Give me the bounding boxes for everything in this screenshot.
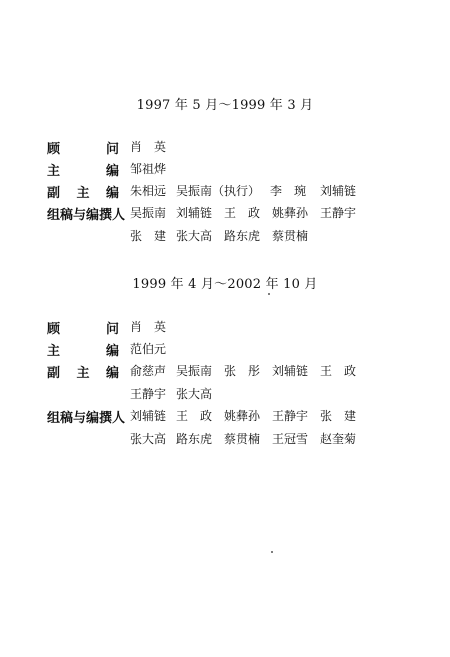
person-name: 王 政 <box>320 364 357 378</box>
credit-row <box>0 204 450 224</box>
credit-row <box>0 340 450 360</box>
person-name: 俞慈声 <box>130 364 167 378</box>
person-name: 刘辅链 <box>176 206 213 220</box>
person-name: 王静宇 <box>130 387 167 401</box>
role-label: 组稿与编撰人 <box>47 411 126 426</box>
role-label <box>47 340 119 359</box>
person-name: 吴振南（执行） <box>176 184 261 198</box>
role-label: 组稿与编撰人 <box>47 208 126 223</box>
role-label <box>47 138 119 157</box>
period1-title: 1997 年 5 月～1999 年 3 月 <box>136 98 314 113</box>
role-char: 主 <box>47 164 61 179</box>
person-name: 范伯元 <box>130 342 167 356</box>
person-name: 张大高 <box>176 229 213 243</box>
person-name: 朱相远 <box>130 184 167 198</box>
person-name: 张 建 <box>130 229 167 243</box>
person-name: 路东虎 <box>176 432 213 446</box>
person-name: 邹祖烨 <box>130 162 167 176</box>
person-name: 张 彤 <box>224 364 261 378</box>
credit-row <box>0 407 450 427</box>
credit-row <box>0 385 450 405</box>
person-name: 张大高 <box>176 387 213 401</box>
role-char: 编 <box>105 164 119 179</box>
person-name: 刘辅链 <box>320 184 357 198</box>
person-name: 肖 英 <box>130 140 167 154</box>
period2-title: 1999 年 4 月～2002 年 10 月 <box>132 277 318 292</box>
credit-row <box>0 138 450 158</box>
credit-row <box>0 318 450 338</box>
credit-row <box>0 160 450 180</box>
role-char: 编 <box>105 366 119 381</box>
role-label <box>47 160 119 179</box>
scan-speck <box>271 551 273 553</box>
credit-row <box>0 362 450 382</box>
person-name: 姚彝孙 <box>272 206 309 220</box>
person-name: 肖 英 <box>130 320 167 334</box>
person-name: 王冠雪 <box>272 432 309 446</box>
person-name: 吴振南 <box>130 206 167 220</box>
role-char: 副 <box>47 186 61 201</box>
credit-row <box>0 182 450 202</box>
person-name: 王静宇 <box>272 409 309 423</box>
role-label <box>47 182 119 201</box>
person-name: 张大高 <box>130 432 167 446</box>
scan-speck <box>268 293 270 295</box>
person-name: 刘辅链 <box>130 409 167 423</box>
credit-row <box>0 430 450 450</box>
role-char: 编 <box>105 344 119 359</box>
person-name: 蔡贯楠 <box>224 432 261 446</box>
person-name: 吴振南 <box>176 364 213 378</box>
person-name: 刘辅链 <box>272 364 309 378</box>
person-name: 蔡贯楠 <box>272 229 309 243</box>
person-name: 张 建 <box>320 409 357 423</box>
role-char: 主 <box>76 186 90 201</box>
role-label <box>47 362 119 381</box>
credit-row <box>0 227 450 247</box>
person-name: 王 政 <box>224 206 261 220</box>
role-char: 顾 <box>47 322 61 337</box>
person-name: 李 琬 <box>270 184 307 198</box>
role-char: 顾 <box>47 142 61 157</box>
person-name: 姚彝孙 <box>224 409 261 423</box>
role-char: 主 <box>76 366 90 381</box>
person-name: 路东虎 <box>224 229 261 243</box>
person-name: 王静宇 <box>320 206 357 220</box>
role-label <box>47 318 119 337</box>
person-name: 赵奎菊 <box>320 432 357 446</box>
role-char: 问 <box>105 142 119 157</box>
person-name: 王 政 <box>176 409 213 423</box>
role-char: 编 <box>105 186 119 201</box>
role-char: 主 <box>47 344 61 359</box>
role-char: 问 <box>105 322 119 337</box>
role-char: 副 <box>47 366 61 381</box>
